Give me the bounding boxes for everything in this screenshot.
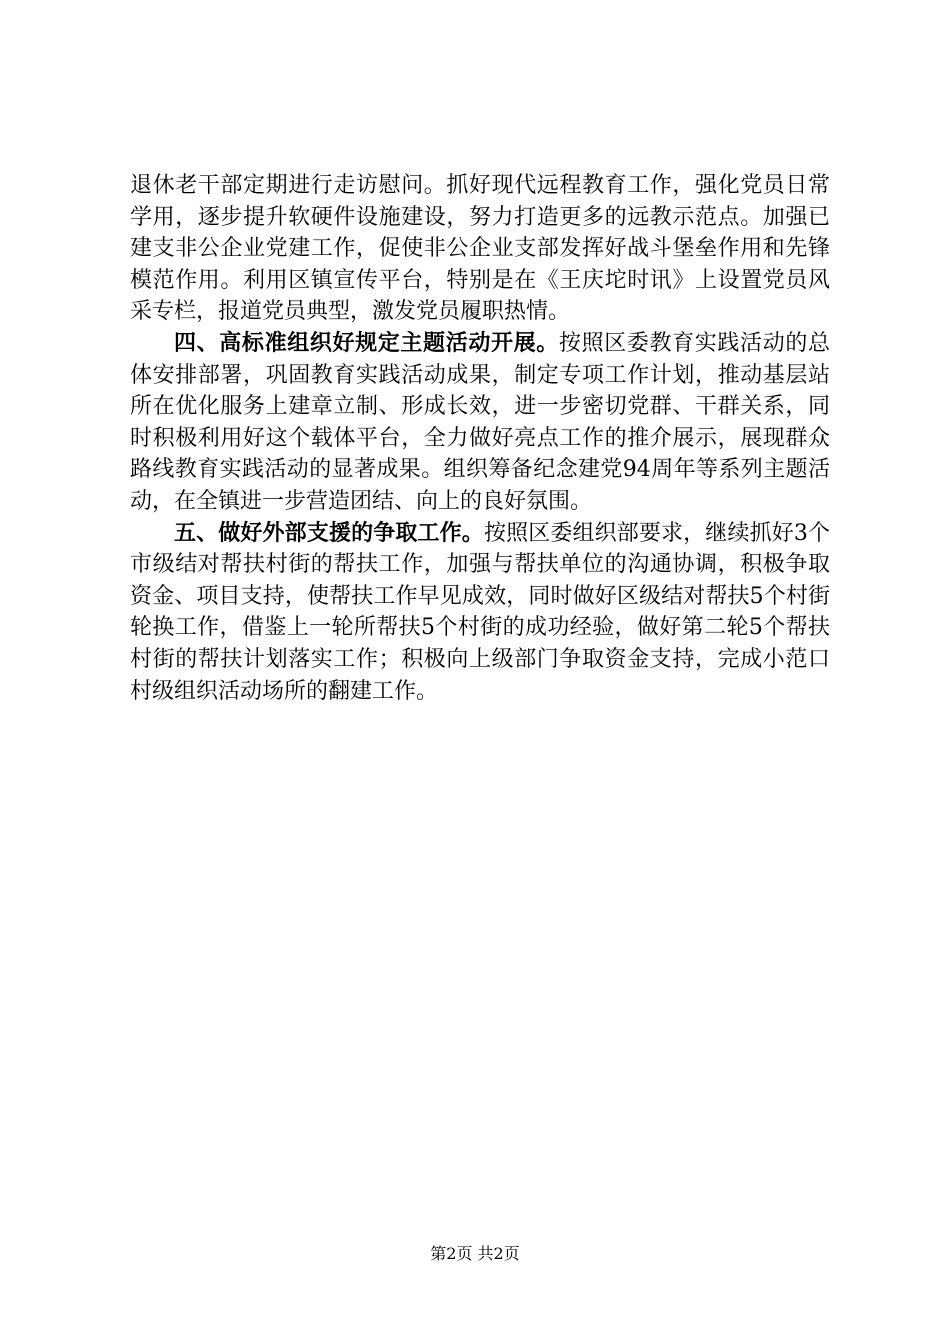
section-heading-four: 四、高标准组织好规定主题活动开展。 <box>174 329 559 356</box>
section-heading-five: 五、做好外部支援的争取工作。 <box>174 519 484 546</box>
paragraph-text: 退休老干部定期进行走访慰问。抓好现代远程教育工作，强化党员日常学用，逐步提升软硬件设施建设，努力打造更多的远教示范点。加强已建支非公企业党建工作，促使非公企业支部发挥好战斗堡垒作用和先锋模范作用。利用区镇宣传平台，特别是在《王庆坨时讯》上设置党员风采专栏，报道党员典型，激发党员履职热情。 <box>130 173 830 325</box>
page-number-label: 第2页 共2页 <box>430 1244 520 1263</box>
paragraph-text: 按照区委教育实践活动的总体安排部署，巩固教育实践活动成果，制定专项工作计划，推动基层站所在优化服务上建章立制、形成长效，进一步密切党群、干群关系，同时积极利用好这个载体平台，全力做好亮点工作的推介展示，展现群众路线教育实践活动的显著成果。组织筹备纪念建党94周年等系列主题活动，在全镇进一步营造团结、向上的良好氛围。 <box>130 330 830 514</box>
paragraph-continuation <box>130 170 830 328</box>
page-footer <box>0 1244 950 1264</box>
paragraph-section-four <box>130 328 830 518</box>
paragraph-section-five <box>130 518 830 708</box>
paragraph-text: 按照区委组织部要求，继续抓好3个市级结对帮扶村街的帮扶工作，加强与帮扶单位的沟通协调，积极争取资金、项目支持，使帮扶工作早见成效，同时做好区级结对帮扶5个村街轮换工作，借鉴上一轮所帮扶5个村街的成功经验，做好第二轮5个帮扶村街的帮扶计划落实工作；积极向上级部门争取资金支持，完成小范口村级组织活动场所的翻建工作。 <box>130 520 830 704</box>
document-body <box>130 170 830 707</box>
